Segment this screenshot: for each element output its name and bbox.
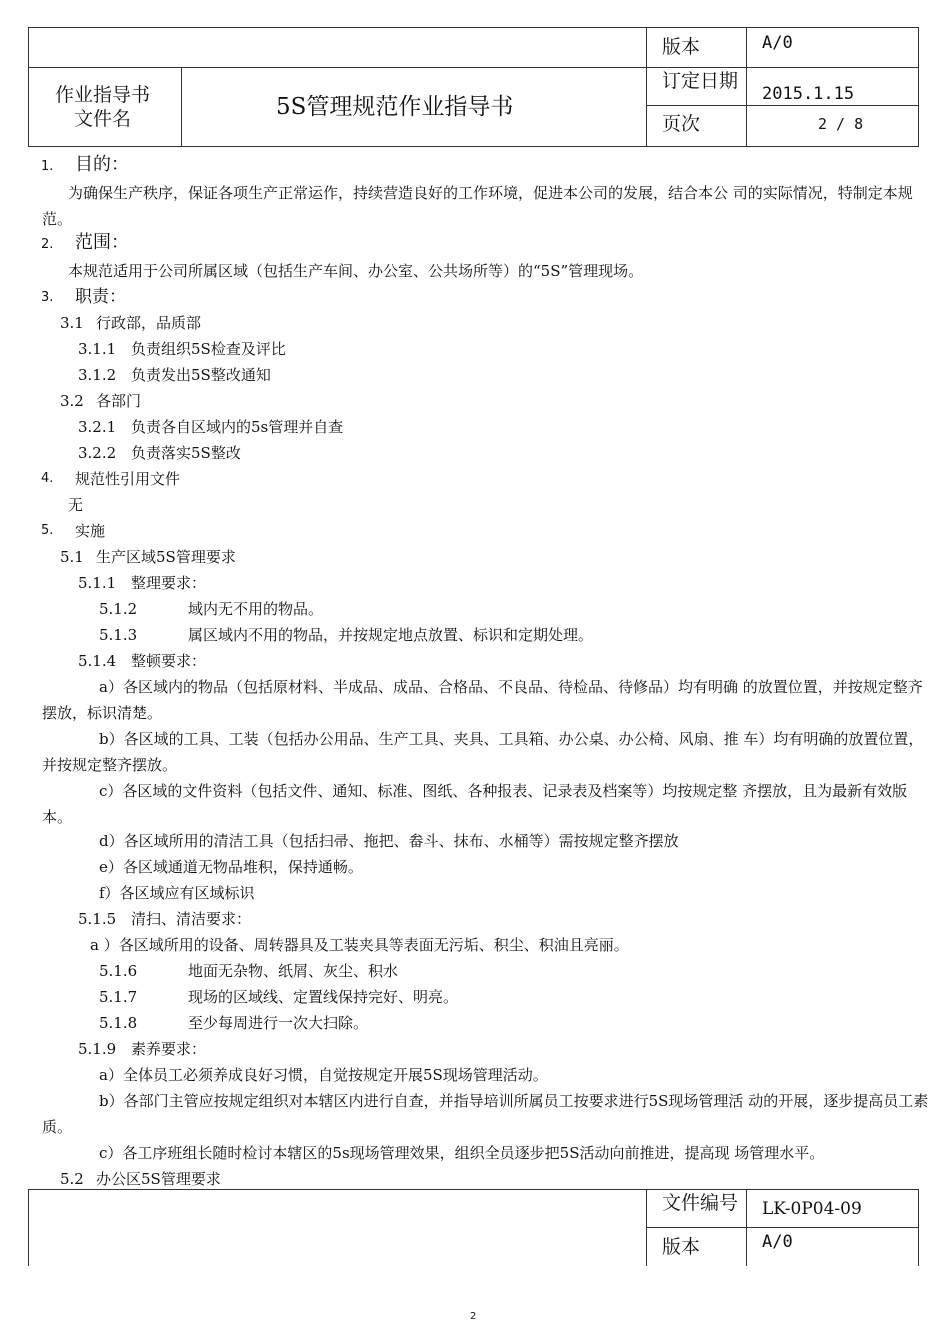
paragraph: a）各区域内的物品（包括原材料、半成品、成品、合格品、不良品、待检品、待修品）均有明确 的放置位置，并按规定整齐摆放，标识清楚。: [42, 678, 923, 722]
paragraph: f）各区域应有区域标识: [99, 884, 255, 902]
item-text: 生产区域5S管理要求: [96, 548, 236, 566]
section-number: 2.: [41, 237, 54, 252]
item-text: 行政部，品质部: [96, 314, 202, 332]
footer-version-label: 版本: [662, 1236, 701, 1258]
item-number: 5.1: [60, 548, 84, 566]
paragraph: c）各工序班组长随时检讨本辖区的5s现场管理效果，组织全员逐步把5S活动向前推进，提高现 场管理水平。: [99, 1144, 825, 1162]
item-number: 5.1.5: [78, 910, 117, 928]
item-number: 3.1: [60, 314, 84, 332]
item-text: 至少每周进行一次大扫除。: [188, 1014, 369, 1032]
item-text: 域内无不用的物品。: [188, 600, 324, 618]
footer-doc-no-label: 文件编号: [662, 1192, 739, 1214]
section-title: 实施: [75, 522, 106, 540]
header-page-label: 页次: [662, 113, 701, 135]
item-number: 5.2: [60, 1170, 84, 1188]
doc-label-line1: 作业指导书: [55, 84, 151, 106]
paragraph: a）全体员工必须养成良好习惯，自觉按规定开展5S现场管理活动。: [99, 1066, 548, 1084]
item-text: 整理要求：: [131, 574, 207, 592]
item-text: 整顿要求：: [131, 652, 207, 670]
section-number: 5.: [41, 523, 54, 538]
item-number: 3.2.2: [78, 444, 117, 462]
header-version-label: 版本: [662, 36, 701, 58]
header-page-value: 2 / 8: [818, 115, 864, 133]
paragraph: b）各区域的工具、工装（包括办公用品、生产工具、夹具、工具箱、办公桌、办公椅、风扇、推 车）均有明确的放置位置，并按规定整齐摆放。: [42, 730, 924, 774]
doc-label-line2: 文件名: [74, 108, 132, 130]
paragraph: a ）各区域所用的设备、周转器具及工装夹具等表面无污垢、积尘、积油且亮丽。: [90, 936, 629, 954]
paragraph: 本规范适用于公司所属区域（包括生产车间、办公室、公共场所等）的“5S”管理现场。: [68, 262, 644, 280]
item-text: 属区域内不用的物品，并按规定地点放置、标识和定期处理。: [188, 626, 594, 644]
item-number: 5.1.7: [99, 988, 138, 1006]
item-text: 现场的区域线、定置线保持完好、明亮。: [188, 988, 459, 1006]
section-number: 1.: [41, 159, 54, 174]
paragraph: 无: [68, 496, 84, 514]
footer-doc-no-value: LK-0P04-09: [762, 1199, 862, 1219]
header-date-value: 2015.1.15: [762, 84, 855, 104]
section-number: 4.: [41, 471, 54, 486]
footer-version-value: A/0: [762, 1232, 793, 1252]
item-text: 办公区5S管理要求: [96, 1170, 221, 1188]
header-date-label: 订定日期: [662, 70, 739, 92]
item-number: 3.1.1: [78, 340, 117, 358]
item-number: 5.1.6: [99, 962, 138, 980]
item-number: 3.1.2: [78, 366, 117, 384]
paragraph: c）各区域的文件资料（包括文件、通知、标准、图纸、各种报表、记录表及档案等）均按规定整 齐摆放，且为最新有效版本。: [42, 782, 908, 826]
item-number: 5.1.8: [99, 1014, 138, 1032]
item-text: 负责落实5S整改: [131, 444, 241, 462]
section-title: 目的：: [75, 154, 129, 175]
page-number: 2: [470, 1311, 477, 1322]
section-title: 规范性引用文件: [75, 470, 181, 488]
item-number: 3.2: [60, 392, 84, 410]
item-text: 各部门: [96, 392, 142, 410]
item-number: 5.1.2: [99, 600, 138, 618]
item-number: 5.1.3: [99, 626, 138, 644]
paragraph: b）各部门主管应按规定组织对本辖区内进行自查，并指导培训所属员工按要求进行5S现场管理活 动的开展，逐步提高员工素质。: [42, 1092, 929, 1136]
section-title: 职责：: [75, 287, 126, 307]
item-text: 清扫、清洁要求：: [131, 910, 252, 928]
item-number: 5.1.1: [78, 574, 117, 592]
section-number: 3.: [41, 290, 54, 305]
item-number: 3.2.1: [78, 418, 117, 436]
header-version-value: A/0: [762, 33, 793, 53]
item-text: 地面无杂物、纸屑、灰尘、积水: [188, 962, 399, 980]
doc-title: 5S管理规范作业指导书: [276, 94, 514, 120]
item-text: 负责组织5S检查及评比: [131, 340, 286, 358]
item-text: 负责各自区域内的5s管理并自查: [131, 418, 344, 436]
paragraph: d）各区域所用的清洁工具（包括扫帚、拖把、畚斗、抹布、水桶等）需按规定整齐摆放: [99, 832, 679, 850]
item-number: 5.1.9: [78, 1040, 117, 1058]
item-number: 5.1.4: [78, 652, 117, 670]
section-title: 范围：: [75, 232, 129, 253]
paragraph: 为确保生产秩序，保证各项生产正常运作，持续营造良好的工作环境，促进本公司的发展，结合本公 司的实际情况，特制定本规范。: [42, 184, 913, 228]
paragraph: e）各区域通道无物品堆积，保持通畅。: [99, 858, 363, 876]
item-text: 负责发出5S整改通知: [131, 366, 271, 384]
item-text: 素养要求：: [131, 1040, 207, 1058]
